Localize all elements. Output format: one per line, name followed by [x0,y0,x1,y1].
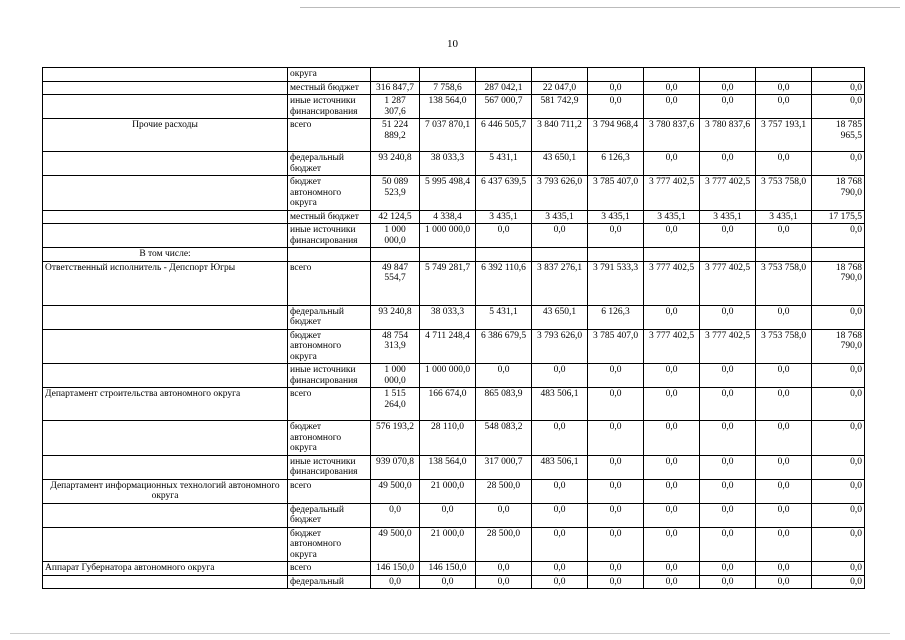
value-cell: 51 224 889,2 [371,119,420,152]
value-cell: 3 777 402,5 [700,261,756,305]
page-number: 10 [447,38,458,50]
value-cell: 0,0 [476,575,532,589]
value-cell: 93 240,8 [371,305,420,329]
value-cell: 0,0 [812,503,865,527]
org-cell [43,152,288,176]
org-cell [43,503,288,527]
value-cell: 0,0 [756,455,812,479]
table-row [43,364,865,388]
value-cell: 0,0 [812,388,865,421]
value-cell [700,248,756,262]
value-cell: 0,0 [532,562,588,576]
value-cell: 0,0 [588,527,644,562]
table-row [43,503,865,527]
org-cell: Ответственный исполнитель - Депспорт Югры [43,261,288,305]
table-row [43,210,865,224]
value-cell: 7 758,6 [420,81,476,95]
value-cell: 0,0 [644,479,700,503]
value-cell: 0,0 [700,305,756,329]
value-cell: 317 000,7 [476,455,532,479]
org-cell [43,575,288,589]
value-cell: 0,0 [756,364,812,388]
value-cell: 0,0 [644,81,700,95]
value-cell: 6 446 505,7 [476,119,532,152]
value-cell: 28 500,0 [476,527,532,562]
value-cell: 5 431,1 [476,152,532,176]
value-cell: 576 193,2 [371,421,420,456]
value-cell: 1 000 000,0 [420,364,476,388]
funding-source-cell: округа [288,68,371,82]
value-cell: 42 124,5 [371,210,420,224]
budget-table-body [43,68,865,589]
value-cell: 3 435,1 [644,210,700,224]
value-cell: 3 777 402,5 [644,261,700,305]
value-cell: 0,0 [644,455,700,479]
value-cell: 0,0 [812,527,865,562]
value-cell: 0,0 [532,479,588,503]
table-row [43,261,865,305]
value-cell [812,68,865,82]
table-row [43,575,865,589]
value-cell: 939 070,8 [371,455,420,479]
value-cell: 0,0 [700,152,756,176]
org-cell [43,68,288,82]
value-cell: 28 110,0 [420,421,476,456]
scan-edge-top [300,7,900,8]
value-cell: 0,0 [644,364,700,388]
value-cell: 6 392 110,6 [476,261,532,305]
value-cell: 0,0 [812,455,865,479]
value-cell: 0,0 [532,575,588,589]
value-cell: 22 047,0 [532,81,588,95]
table-row [43,562,865,576]
value-cell: 0,0 [756,421,812,456]
value-cell: 0,0 [476,224,532,248]
value-cell: 0,0 [644,305,700,329]
value-cell: 3 753 758,0 [756,176,812,211]
value-cell [371,68,420,82]
value-cell: 6 126,3 [588,152,644,176]
org-cell [43,421,288,456]
value-cell: 0,0 [532,503,588,527]
org-cell [43,305,288,329]
table-row [43,305,865,329]
funding-source-cell: всего [288,119,371,152]
value-cell: 50 089 523,9 [371,176,420,211]
org-cell: Департамент информационных технологий автономного округа [43,479,288,503]
value-cell: 3 757 193,1 [756,119,812,152]
value-cell: 1 287 307,6 [371,95,420,119]
table-row [43,68,865,82]
value-cell: 4 338,4 [420,210,476,224]
funding-source-cell: всего [288,479,371,503]
value-cell: 38 033,3 [420,305,476,329]
table-row [43,95,865,119]
value-cell: 0,0 [532,224,588,248]
value-cell [644,248,700,262]
value-cell: 0,0 [644,388,700,421]
value-cell: 0,0 [756,95,812,119]
value-cell: 0,0 [371,503,420,527]
value-cell: 3 785 407,0 [588,176,644,211]
value-cell: 0,0 [700,455,756,479]
value-cell: 3 794 968,4 [588,119,644,152]
value-cell: 548 083,2 [476,421,532,456]
value-cell: 138 564,0 [420,455,476,479]
value-cell: 0,0 [644,503,700,527]
table-row [43,527,865,562]
value-cell: 0,0 [644,421,700,456]
value-cell: 18 768 790,0 [812,176,865,211]
value-cell: 4 711 248,4 [420,329,476,364]
value-cell: 0,0 [588,479,644,503]
value-cell: 0,0 [812,421,865,456]
value-cell [420,68,476,82]
value-cell [532,68,588,82]
funding-source-cell: бюджет автономного округа [288,527,371,562]
funding-source-cell: иные источники финансирования [288,95,371,119]
value-cell: 7 037 870,1 [420,119,476,152]
value-cell: 3 840 711,2 [532,119,588,152]
value-cell: 48 754 313,9 [371,329,420,364]
value-cell: 0,0 [700,503,756,527]
value-cell: 3 791 533,3 [588,261,644,305]
value-cell: 0,0 [476,364,532,388]
value-cell: 0,0 [756,388,812,421]
scan-edge-bottom [10,633,890,634]
funding-source-cell: иные источники финансирования [288,455,371,479]
funding-source-cell: иные источники финансирования [288,224,371,248]
value-cell [420,248,476,262]
funding-source-cell: всего [288,261,371,305]
funding-source-cell: федеральный бюджет [288,152,371,176]
value-cell: 43 650,1 [532,152,588,176]
value-cell: 166 674,0 [420,388,476,421]
funding-source-cell: бюджет автономного округа [288,421,371,456]
value-cell: 5 749 281,7 [420,261,476,305]
budget-table [42,67,865,589]
value-cell: 0,0 [644,575,700,589]
value-cell: 0,0 [700,562,756,576]
value-cell: 0,0 [700,224,756,248]
value-cell: 865 083,9 [476,388,532,421]
value-cell [756,248,812,262]
value-cell: 3 435,1 [700,210,756,224]
org-cell [43,364,288,388]
value-cell: 3 837 276,1 [532,261,588,305]
value-cell: 6 126,3 [588,305,644,329]
value-cell: 5 995 498,4 [420,176,476,211]
table-row [43,176,865,211]
funding-source-cell: местный бюджет [288,210,371,224]
value-cell: 93 240,8 [371,152,420,176]
value-cell: 0,0 [756,224,812,248]
org-cell: Департамент строительства автономного округа [43,388,288,421]
value-cell: 0,0 [588,81,644,95]
value-cell: 0,0 [532,364,588,388]
value-cell: 3 785 407,0 [588,329,644,364]
funding-source-cell: местный бюджет [288,81,371,95]
value-cell: 0,0 [812,152,865,176]
value-cell: 0,0 [812,305,865,329]
value-cell [588,248,644,262]
funding-source-cell: федеральный бюджет [288,305,371,329]
value-cell: 0,0 [588,562,644,576]
org-cell [43,210,288,224]
value-cell: 3 753 758,0 [756,261,812,305]
table-row [43,81,865,95]
value-cell: 0,0 [644,562,700,576]
value-cell: 146 150,0 [420,562,476,576]
value-cell: 3 435,1 [532,210,588,224]
value-cell: 138 564,0 [420,95,476,119]
org-cell [43,527,288,562]
value-cell: 49 500,0 [371,479,420,503]
value-cell: 0,0 [700,95,756,119]
value-cell [756,68,812,82]
value-cell [476,248,532,262]
org-cell [43,224,288,248]
value-cell: 0,0 [812,575,865,589]
value-cell: 21 000,0 [420,527,476,562]
value-cell: 0,0 [420,575,476,589]
value-cell: 0,0 [644,95,700,119]
org-cell: В том числе: [43,248,288,262]
value-cell: 0,0 [812,224,865,248]
value-cell [371,248,420,262]
value-cell: 3 793 626,0 [532,329,588,364]
value-cell: 0,0 [532,527,588,562]
org-cell [43,176,288,211]
value-cell: 6 386 679,5 [476,329,532,364]
value-cell: 0,0 [812,81,865,95]
value-cell: 0,0 [756,562,812,576]
value-cell: 0,0 [588,421,644,456]
table-row [43,119,865,152]
org-cell [43,329,288,364]
table-row [43,248,865,262]
value-cell: 0,0 [588,388,644,421]
value-cell [532,248,588,262]
org-cell [43,95,288,119]
value-cell: 316 847,7 [371,81,420,95]
value-cell [812,248,865,262]
value-cell: 3 780 837,6 [644,119,700,152]
table-row [43,455,865,479]
org-cell: Прочие расходы [43,119,288,152]
org-cell: Аппарат Губернатора автономного округа [43,562,288,576]
value-cell: 0,0 [812,479,865,503]
value-cell: 0,0 [812,562,865,576]
value-cell [588,68,644,82]
value-cell: 1 000 000,0 [420,224,476,248]
value-cell: 18 768 790,0 [812,329,865,364]
value-cell: 6 437 639,5 [476,176,532,211]
value-cell: 38 033,3 [420,152,476,176]
value-cell: 3 435,1 [756,210,812,224]
value-cell: 0,0 [476,562,532,576]
value-cell: 0,0 [476,503,532,527]
value-cell: 3 753 758,0 [756,329,812,364]
value-cell: 0,0 [588,503,644,527]
value-cell: 287 042,1 [476,81,532,95]
value-cell: 3 793 626,0 [532,176,588,211]
value-cell: 0,0 [756,503,812,527]
value-cell: 3 780 837,6 [700,119,756,152]
value-cell: 146 150,0 [371,562,420,576]
value-cell: 0,0 [644,527,700,562]
value-cell: 0,0 [532,421,588,456]
value-cell: 21 000,0 [420,479,476,503]
value-cell: 3 435,1 [476,210,532,224]
value-cell [476,68,532,82]
value-cell: 3 777 402,5 [644,329,700,364]
table-row [43,152,865,176]
value-cell: 0,0 [420,503,476,527]
table-row [43,479,865,503]
value-cell: 5 431,1 [476,305,532,329]
table-row [43,329,865,364]
value-cell: 0,0 [700,479,756,503]
value-cell: 0,0 [588,575,644,589]
value-cell: 18 785 965,5 [812,119,865,152]
funding-source-cell: всего [288,388,371,421]
org-cell [43,81,288,95]
value-cell: 0,0 [756,527,812,562]
value-cell: 17 175,5 [812,210,865,224]
value-cell: 0,0 [700,527,756,562]
value-cell [644,68,700,82]
value-cell: 483 506,1 [532,455,588,479]
value-cell: 0,0 [588,364,644,388]
table-row [43,421,865,456]
value-cell: 581 742,9 [532,95,588,119]
value-cell: 0,0 [588,455,644,479]
value-cell: 28 500,0 [476,479,532,503]
value-cell: 0,0 [700,421,756,456]
org-cell [43,455,288,479]
value-cell: 3 435,1 [588,210,644,224]
table-row [43,224,865,248]
value-cell: 49 500,0 [371,527,420,562]
funding-source-cell: бюджет автономного округа [288,329,371,364]
funding-source-cell: бюджет автономного округа [288,176,371,211]
funding-source-cell: всего [288,562,371,576]
value-cell: 0,0 [700,575,756,589]
value-cell: 0,0 [756,81,812,95]
funding-source-cell: федеральный бюджет [288,503,371,527]
value-cell: 3 777 402,5 [700,176,756,211]
value-cell: 43 650,1 [532,305,588,329]
value-cell: 0,0 [700,81,756,95]
value-cell: 3 777 402,5 [644,176,700,211]
value-cell [700,68,756,82]
value-cell: 0,0 [812,95,865,119]
value-cell: 0,0 [756,479,812,503]
value-cell: 3 777 402,5 [700,329,756,364]
value-cell: 0,0 [371,575,420,589]
value-cell: 1 515 264,0 [371,388,420,421]
table-row [43,388,865,421]
value-cell: 18 768 790,0 [812,261,865,305]
value-cell: 0,0 [756,305,812,329]
value-cell: 1 000 000,0 [371,224,420,248]
value-cell: 0,0 [756,575,812,589]
value-cell: 483 506,1 [532,388,588,421]
value-cell: 49 847 554,7 [371,261,420,305]
value-cell: 0,0 [644,224,700,248]
funding-source-cell [288,248,371,262]
funding-source-cell: иные источники финансирования [288,364,371,388]
funding-source-cell: федеральный [288,575,371,589]
value-cell: 0,0 [756,152,812,176]
value-cell: 0,0 [588,95,644,119]
value-cell: 0,0 [812,364,865,388]
value-cell: 567 000,7 [476,95,532,119]
value-cell: 1 000 000,0 [371,364,420,388]
value-cell: 0,0 [588,224,644,248]
value-cell: 0,0 [700,388,756,421]
value-cell: 0,0 [700,364,756,388]
value-cell: 0,0 [644,152,700,176]
